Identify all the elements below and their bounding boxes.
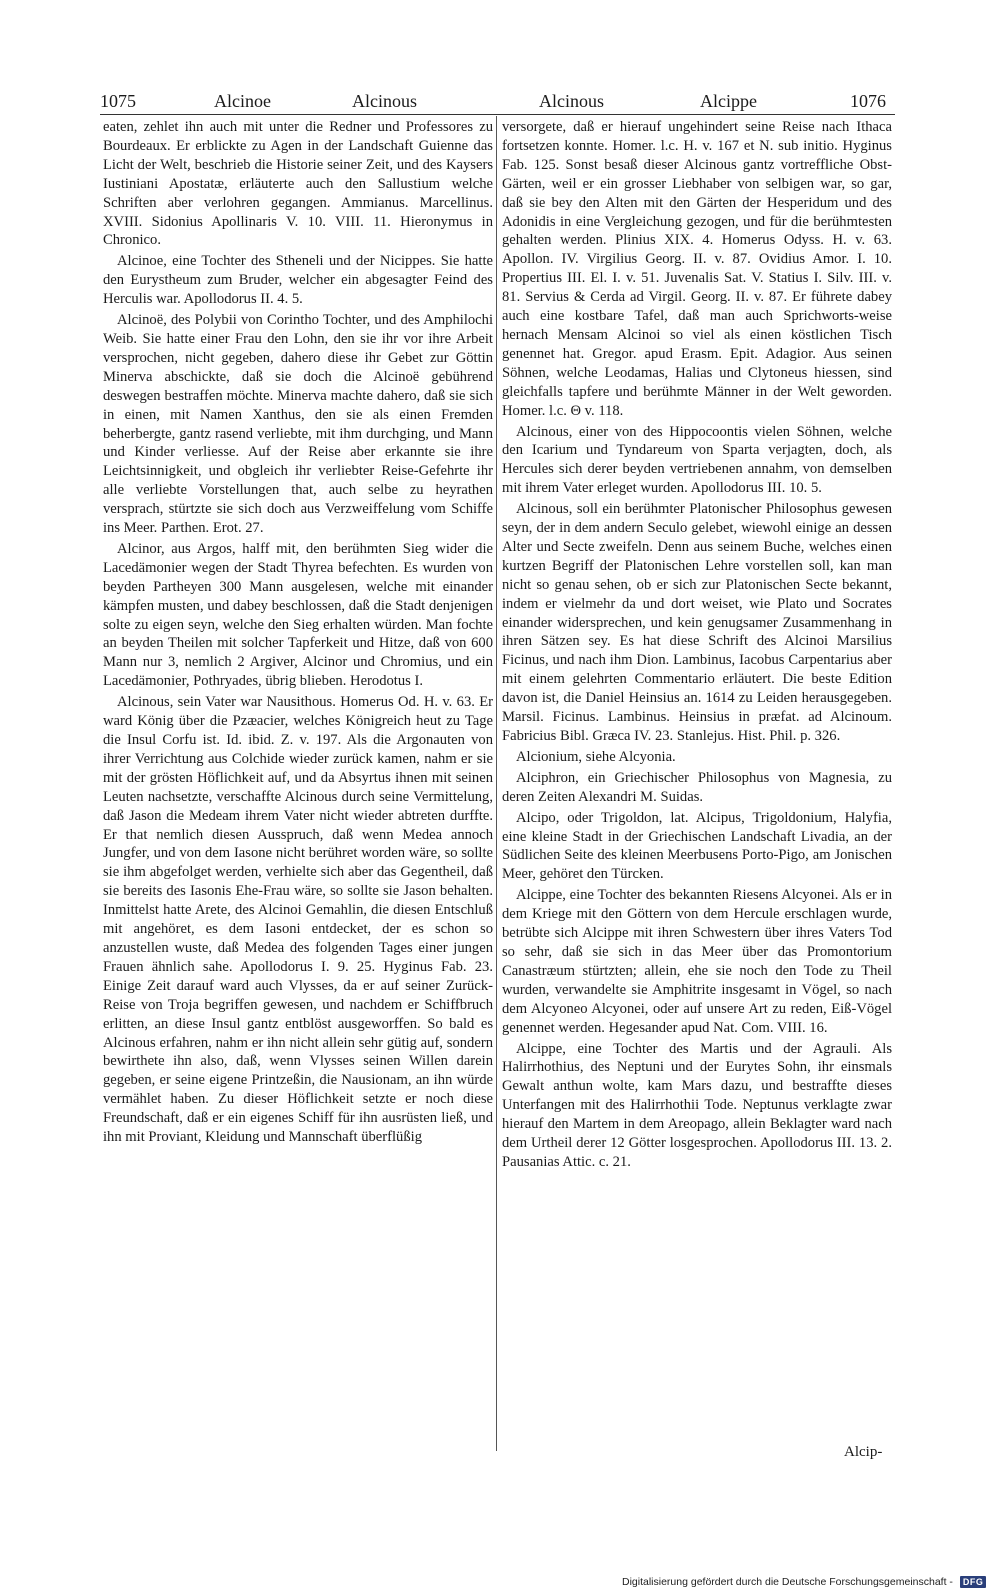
column-divider <box>496 116 497 1451</box>
entry-paragraph: Alcinous, einer von des Hippocoontis vielen Söhnen, welche den Icarium und Tyndareum von Sparta verjagten, doch, als Hercules sich derer beyden vertriebenen annahm, von demselben mit ihrem Vater erleget wurden. Apollodorus III. 10. 5. <box>502 423 892 497</box>
funding-note: Digitalisierung gefördert durch die Deutsche Forschungsgemeinschaft - <box>622 1576 953 1589</box>
entry-paragraph: Alciphron, ein Griechischer Philosophus von Magnesia, zu deren Zeiten Alexandri M. Suidas. <box>502 769 892 805</box>
entry-paragraph: Alcippe, eine Tochter des bekannten Riesens Alcyonei. Als er in dem Kriege mit den Göttern von dem Hercule erschlagen wurde, betrübte sich Alcippe mit ihren Schwestern über ihres Vaters Tod so sehr, daß sie sich in das Meer über das Promontorium Canastræum stürtzten; allein, ehe sie noch den Tode zu Theil wurden, verwandelte sie Amphitrite insgesamt in Vögel, so nach dem Alcyoneo Alcyonei, oder auf unsere Art zu reden, Eiß-Vögel genennet werden. Hegesander apud Nat. Com. VIII. 16. <box>502 887 892 1036</box>
entry-paragraph: Alcinous, sein Vater war Nausithous. Homerus Od. H. v. 63. Er ward König über die Pzæacier, welches Königreich heut zu Tage die Insul Corfu ist. Id. ibid. Z. v. 197. Als die Argonauten von ihrer Verrichtung aus Colchide wieder zurück kamen, nahm er sie mit der grösten Höflichkeit auf, und da Absyrtus ihnen mit seinen Leuten nachsetzte, verschaffte Alcinous durch seine Vermittelung, daß Jason die Medeam ihrem Vater nicht wieder abtreten durffte. Er that nemlich diesen Ausspruch, daß wenn Medea annoch Jungfer, und von dem Iasone nicht berühret worden wäre, so sollte sie ihm abgefolget werden, verhielte sich aber das Gegentheil, daß sie bereits des Iasonis Ehe-Frau wäre, so sollte sie Jason behalten. Inmittelst hatte Arete, des Alcinoi Gemahlin, die diesen Entschluß mit angehöret, es dem Iasoni entdecket, der es schon so anzustellen wuste, daß Medea des folgenden Tages einer jungen Frauen ähnlich sahe. Apollodorus I. 9. 25. Hyginus Fab. 23. Einige Zeit darauf ward auch Vlysses, da er auf seiner Zurück-Reise von Troja begriffen gewesen, und nachdem er Schiffbruch erlitten, an diese Insul gantz entblöst ausgeworffen. So bald es Alcinous erfahren, nahm er ihn nicht allein sehr gütig auf, sondern bewirthete ihn also, daß, wenn Vlysses seinen Willen darein gegeben, er seine eigene Printzeßin, die Nausionam, an ihn würde vermählet haben. Zu dieser Höflichkeit setzte er noch diese Freundschaft, daß er ein eigenes Schiff für ihn ausrüsten ließ, und ihn mit Proviant, Kleidung und Mannschaft überflüßig <box>103 694 493 1146</box>
running-head-right: Alcippe <box>700 91 757 111</box>
entry-paragraph: eaten, zehlet ihn auch mit unter die Redner und Professores zu Bourdeaux. Er erblickte zu Agen in der Landschaft Guienne das Licht der Welt, beschrieb die Historie seiner Zeit, und des Kaysers Iustiniani Apostatæ, erläuterte auch den Sallustium welche Schriften aber verlohren gegangen. Ammianus. Marcellinus. XVIII. Sidonius Apollinaris V. 10. VIII. 11. Hieronymus in Chronico. <box>103 119 493 249</box>
page-header <box>100 90 895 114</box>
catchword: Alcip- <box>844 1444 883 1460</box>
entry-paragraph: Alcinoë, des Polybii von Corintho Tochter, und des Amphilochi Weib. Sie hatte einer Frau den Lohn, den sie ihr vor ihre Arbeit versprochen, nicht gegeben, dahero diese ihr Gebet zur Göttin Minerva abschickte, daß sie doch die Alcinoë gebührend deswegen bestraffen möchte. Minerva machte dahero, daß sie sich in einen, mit Namen Xanthus, den sie als einen Fremden beherbergte, gantz rasend verliebte, mit ihm durchging, und Mann und Kinder verliesse. Auf der Reise aber erkannte sie ihre Leichtsinnigkeit, und obgleich ihr verliebter Reise-Gefehrte ihr alle verliebte Vorstellungen that, auch selbe zu heyrathen versprach, stürtzte sie sich doch aus Verzweiffelung vom Schiffe ins Meer. Parthen. Erot. 27. <box>103 312 493 537</box>
entry-paragraph: Alcinous, soll ein berühmter Platonischer Philosophus gewesen seyn, der in dem andern Seculo gelebet, wiewohl einige an dessen Alter und Secte zweifeln. Denn aus seinem Buche, welches einen kurtzen Begriff der Platonischen Lehre vorstellen soll, kan man nicht so genau sehen, ob er sich zur Platonischen Secte bekannt, indem er vielmehr da und dort weiset, wie Plato und Socrates einander widersprechen, und kein genugsamer Zusammenhang in ihren Sätzen sey. Es hat diese Schrift des Alcinoi Marsilius Ficinus, und nach ihm Dion. Lambinus, Iacobus Carpentarius aber mit einem gelehrten Commentario erläutert. Die beste Edition davon ist, die Daniel Heinsius an. 1614 zu Leiden herausgegeben. Marsil. Ficinus. Lambinus. Heinsius in præfat. ad Alcinoum. Fabricius Bibl. Græca IV. 23. Stanlejus. Hist. Phil. p. 326. <box>502 501 892 744</box>
running-head-center-right: Alcinous <box>539 91 604 111</box>
page-number-right: 1076 <box>850 91 886 111</box>
entry-paragraph: Alcinor, aus Argos, halff mit, den berühmten Sieg wider die Lacedämonier wegen der Stadt Thyrea befechten. Es wurden von beyden Partheyen 300 Mann ausgelesen, welche mit einander kämpfen musten, und dabey beschlossen, daß die Stadt denjenigen solte zu eigen seyn, welche den Sieg erhalten würden. Man fochte an beyden Theilen mit solcher Tapferkeit und Hitze, daß von 600 Mann nur 3, nemlich 2 Argiver, Alcinor und Chromius, und ein Lacedämonier, Pothryades, übrig blieben. Herodotus I. <box>103 540 493 690</box>
dfg-logo[interactable]: DFG <box>960 1576 987 1588</box>
entry-paragraph: Alcipo, oder Trigoldon, lat. Alcipus, Trigoldonium, Halyfia, eine kleine Stadt in der Griechischen Landschaft Livadia, an der Südlichen Seite des kleinen Meerbusens Porto-Pigo, am Jonischen Meer, gehöret den Türcken. <box>502 809 892 883</box>
entry-paragraph: Alcionium, siehe Alcyonia. <box>516 748 676 765</box>
running-head-left: Alcinoe <box>214 91 271 111</box>
left-column <box>103 118 493 1149</box>
running-head-center-left: Alcinous <box>352 91 417 111</box>
right-column <box>502 118 892 1174</box>
entry-paragraph: versorgete, daß er hierauf ungehindert seine Reise nach Ithaca fortsetzen konnte. Homer. l.c. H. v. 167 et N. sub initio. Hyginus Fab. 125. Sonst besaß dieser Alcinous gantz vortreffliche Obst-Gärten, weil er ein grosser Liebhaber von selbigen war, so gar, daß sie bey den Alten mit den Gärten der Hesperidum und des Adonidis in eine Vergleichung gezogen, und für die berühmtesten gehalten werden. Plinius XIX. 4. Homerus Odyss. H. v. 63. Apollon. IV. Virgilius Georg. II. v. 87. Ovidius Amor. I. 10. Propertius III. El. I. v. 51. Juvenalis Sat. V. Statius I. Silv. III. v. 81. Servius & Cerda ad Virgil. Georg. II. v. 87. Er führete dabey auch eine kostbare Tafel, daß man auch Sprichworts-weise hernach Mensam Alcinoi so viel als einen köstlichen Tisch genennet hat. Gregor. apud Erasm. Epit. Adagior. Aus seinen Söhnen, welche Leodamas, Halias und Clytoneus hiessen, sind gleichfalls tapfere und berühmte Männer in der Welt geworden. Homer. l.c. Θ v. 118. <box>502 119 892 419</box>
header-rule <box>100 114 895 115</box>
entry-paragraph: Alcippe, eine Tochter des Martis und der Agrauli. Als Halirrhothius, des Neptuni und der Eurytes Sohn, ihr einsmals Gewalt anthun wolte, kam Mars dazu, und bestraffte dieses Unterfangen mit des Halirrhothii Tode. Neptunus verklagte zwar hierauf den Martem in dem Areopago, allein Beklagter ward nach dem Urtheil derer 12 Götter losgesprochen. Apollodorus III. 13. 2. Pausanias Attic. c. 21. <box>502 1040 892 1170</box>
entry-paragraph: Alcinoe, eine Tochter des Stheneli und der Nicippes. Sie hatte den Eurystheum zum Bruder, welcher ein abgesagter Feind des Herculis war. Apollodorus II. 4. 5. <box>103 253 493 308</box>
page-number-left: 1075 <box>100 91 136 111</box>
footer <box>622 1575 986 1589</box>
